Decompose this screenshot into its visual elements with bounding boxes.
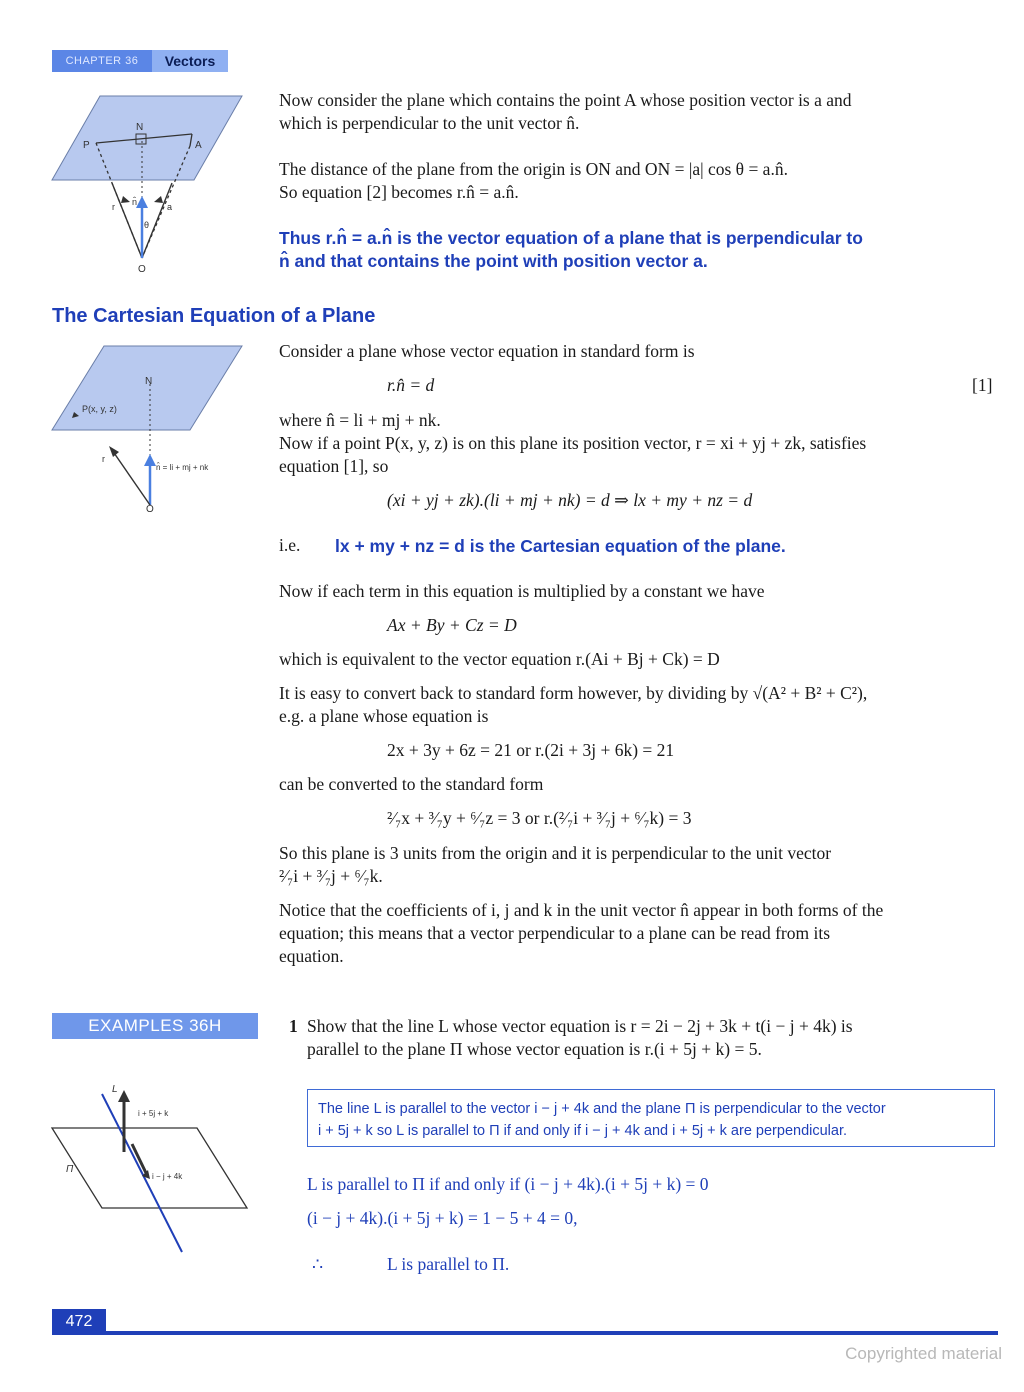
cart-l10: So this plane is 3 units from the origin and it is perpendicular to the unit vector [279, 843, 832, 863]
intro-highlight-l2: n̂ and that contains the point with position vector a. [279, 251, 708, 271]
equation-1: r.n̂ = d [387, 375, 435, 395]
hint-box [307, 1089, 995, 1147]
origin-label-2: O [146, 504, 154, 515]
cart-l8: e.g. a plane whose equation is [279, 706, 489, 726]
equation-4: 2x + 3y + 6z = 21 or r.(2i + 3j + 6k) = 21 [387, 740, 675, 760]
copyright-watermark: Copyrighted material [845, 1344, 1002, 1363]
answer-l1: L is parallel to Π if and only if (i − j + 4k).(i + 5j + k) = 0 [307, 1174, 709, 1194]
vector-r-label: r [112, 202, 115, 212]
page-number: 472 [52, 1309, 106, 1335]
plane-diagram-1 [52, 88, 248, 275]
point-p-label: P [83, 140, 90, 151]
chapter-header [52, 50, 228, 72]
cart-l13: equation; this means that a vector perpendicular to a plane can be read from its [279, 923, 831, 943]
vector-a-label: a [167, 202, 173, 212]
hint-l2: i + 5j + k so L is parallel to Π if and only if i − j + 4k and i + 5j + k are perpendicular. [318, 1123, 848, 1140]
therefore-symbol: ∴ [312, 1254, 324, 1274]
point-n-label: N [136, 122, 144, 133]
equation-5: ²⁄₇x + ³⁄₇y + ⁶⁄₇z = 3 or r.(²⁄₇i + ³⁄₇j + ⁶⁄₇k) = 3 [387, 808, 692, 828]
cart-l12: Notice that the coefficients of i, j and k in the unit vector n̂ appear in both forms of the [279, 900, 884, 920]
normal-vector-label-3: i + 5j + k [138, 1109, 169, 1118]
question-l2: parallel to the plane Π whose vector equation is r.(i + 5j + k) = 5. [307, 1039, 762, 1059]
answer-l2: (i − j + 4k).(i + 5j + k) = 1 − 5 + 4 = 0, [307, 1208, 578, 1228]
ie-label: i.e. [279, 535, 301, 555]
plane-pi-label: Π [66, 1164, 74, 1175]
point-a-label: A [195, 140, 202, 151]
intro-p1-l2: which is perpendicular to the unit vector n̂. [279, 113, 580, 133]
origin-label: O [138, 264, 146, 275]
point-p-xyz-label: P(x, y, z) [82, 404, 117, 414]
theta-label: θ [144, 220, 150, 230]
normal-vector-label: n̂ = li + mj + nk [156, 463, 209, 472]
equation-2: (xi + yj + zk).(li + mj + nk) = d ⇒ lx + my + nz = d [387, 490, 753, 510]
answer-l3: L is parallel to Π. [387, 1254, 510, 1274]
question-number: 1 [289, 1016, 298, 1036]
cart-l14: equation. [279, 946, 344, 966]
cart-l6: which is equivalent to the vector equation r.(Ai + Bj + Ck) = D [279, 649, 720, 669]
cart-l2: where n̂ = li + mj + nk. [279, 410, 441, 430]
question-l1: Show that the line L whose vector equation is r = 2i − 2j + 3k + t(i − j + 4k) is [307, 1016, 853, 1036]
line-l-label: L [112, 1084, 118, 1095]
vector-r-label-2: r [102, 454, 105, 464]
direction-vector-label: i − j + 4k [152, 1172, 183, 1181]
plane-diagram-2 [52, 342, 252, 517]
footer-rule [52, 1331, 998, 1335]
chapter-label: CHAPTER 36 [52, 50, 152, 72]
cart-l11: ²⁄₇i + ³⁄₇j + ⁶⁄₇k. [279, 866, 383, 886]
section-heading: The Cartesian Equation of a Plane [52, 305, 376, 327]
equation-1-tag: [1] [972, 375, 993, 395]
line-plane-diagram [52, 1080, 252, 1260]
cart-l7: It is easy to convert back to standard form however, by dividing by √(A² + B² + C²), [279, 683, 868, 703]
cart-l5: Now if each term in this equation is multiplied by a constant we have [279, 581, 765, 601]
chapter-title: Vectors [152, 50, 228, 72]
point-n-label-2: N [145, 376, 153, 387]
vector-n-label: n̂ [132, 197, 138, 207]
intro-highlight-l1: Thus r.n̂ = a.n̂ is the vector equation of a plane that is perpendicular to [279, 228, 863, 248]
cart-l4: equation [1], so [279, 456, 389, 476]
intro-p1-l1: Now consider the plane which contains the point A whose position vector is a and [279, 90, 852, 110]
examples-label: EXAMPLES 36H [52, 1013, 258, 1039]
intro-p2-l1: The distance of the plane from the origin is ON and ON = |a| cos θ = a.n̂. [279, 159, 788, 179]
hint-l1: The line L is parallel to the vector i − j + 4k and the plane Π is perpendicular to the vector [318, 1101, 886, 1117]
cart-l9: can be converted to the standard form [279, 774, 544, 794]
intro-p2-l2: So equation [2] becomes r.n̂ = a.n̂. [279, 182, 519, 202]
cart-l1: Consider a plane whose vector equation in standard form is [279, 341, 695, 361]
cartesian-highlight: lx + my + nz = d is the Cartesian equation of the plane. [335, 536, 786, 556]
cart-l3: Now if a point P(x, y, z) is on this plane its position vector, r = xi + yj + zk, satisfies [279, 433, 867, 453]
equation-3: Ax + By + Cz = D [387, 615, 517, 635]
